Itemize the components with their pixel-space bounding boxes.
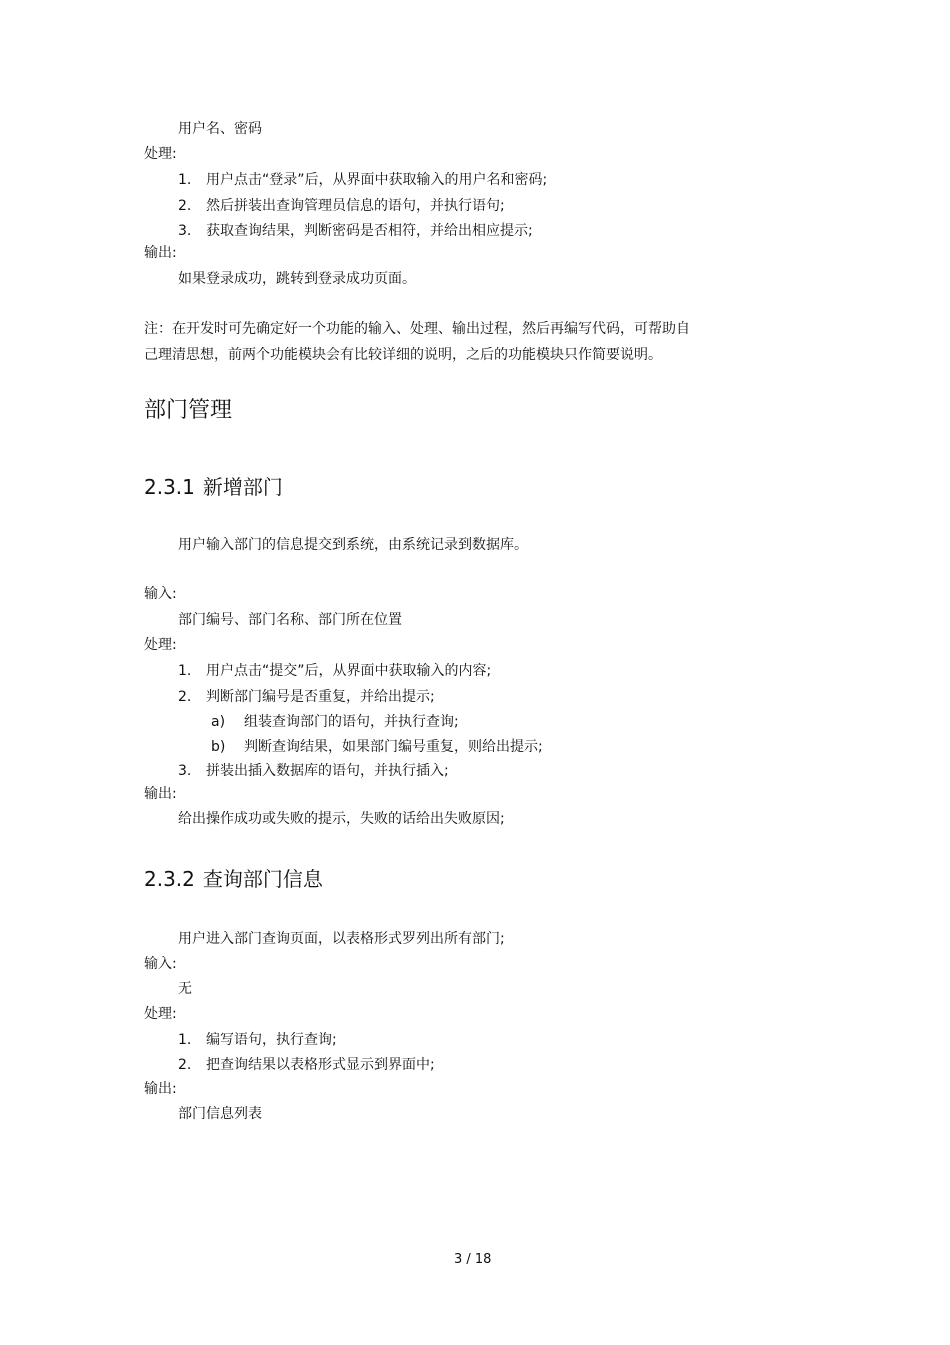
login-step-3-number: 3. [178, 223, 192, 239]
page-number: 3 / 18 [454, 1252, 492, 1267]
add-dept-output-label: 输出: [144, 786, 177, 802]
query-dept-input-value: 无 [178, 981, 192, 997]
query-dept-step-2-number: 2. [178, 1057, 192, 1073]
note-line-1: 注：在开发时可先确定好一个功能的输入、处理、输出过程，然后再编写代码，可帮助自 [144, 321, 690, 337]
add-dept-input-value: 部门编号、部门名称、部门所在位置 [178, 612, 402, 628]
subsection-title: 新增部门 [202, 475, 283, 499]
subsection-heading-2-3-2 [144, 866, 323, 892]
add-dept-substep-b-text: 判断查询结果，如果部门编号重复，则给出提示; [244, 739, 543, 755]
add-dept-output-value: 给出操作成功或失败的提示，失败的话给出失败原因; [178, 811, 505, 827]
login-step-1-number: 1. [178, 172, 192, 188]
subsection-number: 2.3.2 [144, 867, 195, 891]
login-step-1-text: 用户点击“登录”后，从界面中获取输入的用户名和密码; [206, 172, 548, 188]
add-dept-substep-a-number: a) [211, 714, 226, 730]
add-dept-step-3-number: 3. [178, 763, 192, 779]
login-input-value: 用户名、密码 [178, 121, 262, 137]
add-dept-step-2-number: 2. [178, 689, 192, 705]
login-output-label: 输出: [144, 245, 177, 261]
add-dept-step-1-number: 1. [178, 663, 192, 679]
add-dept-step-3-text: 拼装出插入数据库的语句，并执行插入; [206, 763, 449, 779]
login-process-label: 处理: [144, 146, 177, 162]
add-dept-step-1-text: 用户点击“提交”后，从界面中获取输入的内容; [206, 663, 492, 679]
section-heading-dept-management: 部门管理 [144, 398, 233, 423]
login-step-3-text: 获取查询结果，判断密码是否相符，并给出相应提示; [206, 223, 533, 239]
subsection-heading-2-3-1 [144, 474, 283, 500]
query-dept-step-1-text: 编写语句，执行查询; [206, 1032, 337, 1048]
login-output-value: 如果登录成功，跳转到登录成功页面。 [178, 271, 416, 287]
add-dept-process-label: 处理: [144, 637, 177, 653]
query-dept-output-label: 输出: [144, 1081, 177, 1097]
query-dept-input-label: 输入: [144, 956, 177, 972]
add-dept-substep-a-text: 组装查询部门的语句，并执行查询; [244, 714, 459, 730]
add-dept-input-label: 输入: [144, 586, 177, 602]
add-dept-substep-b-number: b) [211, 739, 226, 755]
query-dept-step-1-number: 1. [178, 1032, 192, 1048]
subsection-number: 2.3.1 [144, 475, 195, 499]
note-line-2: 己理清思想，前两个功能模块会有比较详细的说明，之后的功能模块只作简要说明。 [144, 347, 662, 363]
add-dept-step-2-text: 判断部门编号是否重复，并给出提示; [206, 689, 435, 705]
query-dept-output-value: 部门信息列表 [178, 1106, 262, 1122]
login-step-2-text: 然后拼装出查询管理员信息的语句，并执行语句; [206, 198, 505, 214]
query-dept-description: 用户进入部门查询页面，以表格形式罗列出所有部门; [178, 931, 505, 947]
query-dept-step-2-text: 把查询结果以表格形式显示到界面中; [206, 1057, 435, 1073]
login-step-2-number: 2. [178, 198, 192, 214]
add-dept-description: 用户输入部门的信息提交到系统，由系统记录到数据库。 [178, 537, 528, 553]
subsection-title: 查询部门信息 [202, 867, 323, 891]
query-dept-process-label: 处理: [144, 1006, 177, 1022]
